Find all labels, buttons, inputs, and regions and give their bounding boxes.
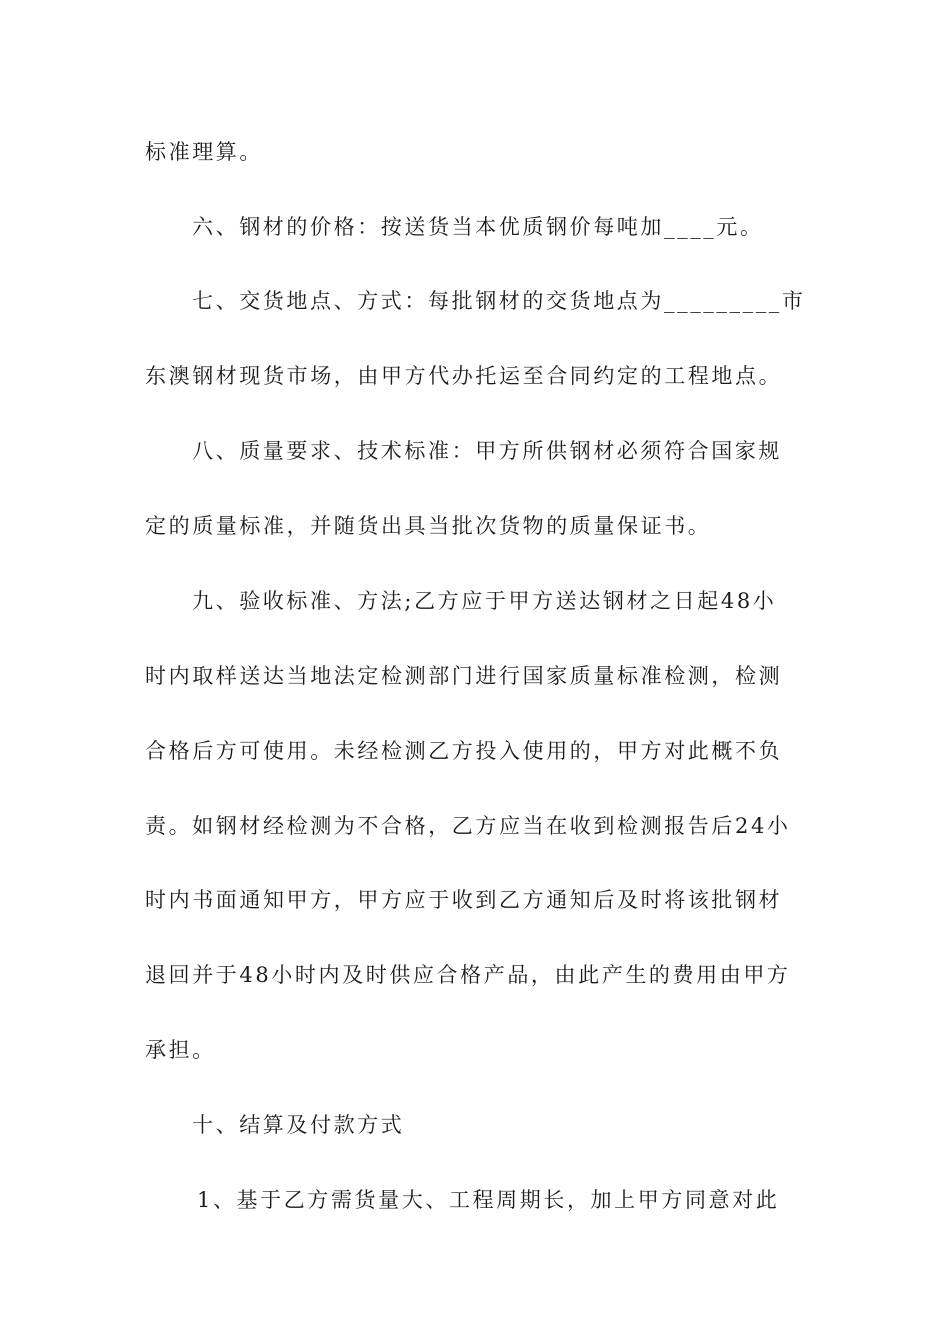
text-line: 时内取样送达当地法定检测部门进行国家质量标准检测，检测 [145,664,783,688]
clause-acceptance: 九、验收标准、方法;乙方应于甲方送达钢材之日起48小 [192,589,777,613]
text-line: 时内书面通知甲方，甲方应于收到乙方通知后及时将该批钢材 [145,888,783,912]
clause-delivery: 七、交货地点、方式：每批钢材的交货地点为_________市 [192,289,806,313]
text-line: 东澳钢材现货市场，由甲方代办托运至合同约定的工程地点。 [145,364,783,388]
clause-price: 六、钢材的价格：按送货当本优质钢价每吨加____元。 [192,215,764,239]
clause-quality: 八、质量要求、技术标准：甲方所供钢材必须符合国家规 [192,439,782,463]
text-line: 责。如钢材经检测为不合格，乙方应当在收到检测报告后24小 [145,814,791,838]
clause-settlement-item-1: 1、基于乙方需货量大、工程周期长，加上甲方同意对此 [197,1188,780,1212]
text-line: 标准理算。 [145,140,263,164]
text-line: 退回并于48小时内及时供应合格产品，由此产生的费用由甲方 [145,963,791,987]
clause-settlement-heading: 十、结算及付款方式 [192,1113,405,1137]
text-line: 定的质量标准，并随货出具当批次货物的质量保证书。 [145,514,712,538]
text-line: 合格后方可使用。未经检测乙方投入使用的，甲方对此概不负 [145,739,783,763]
text-line: 承担。 [145,1038,216,1062]
